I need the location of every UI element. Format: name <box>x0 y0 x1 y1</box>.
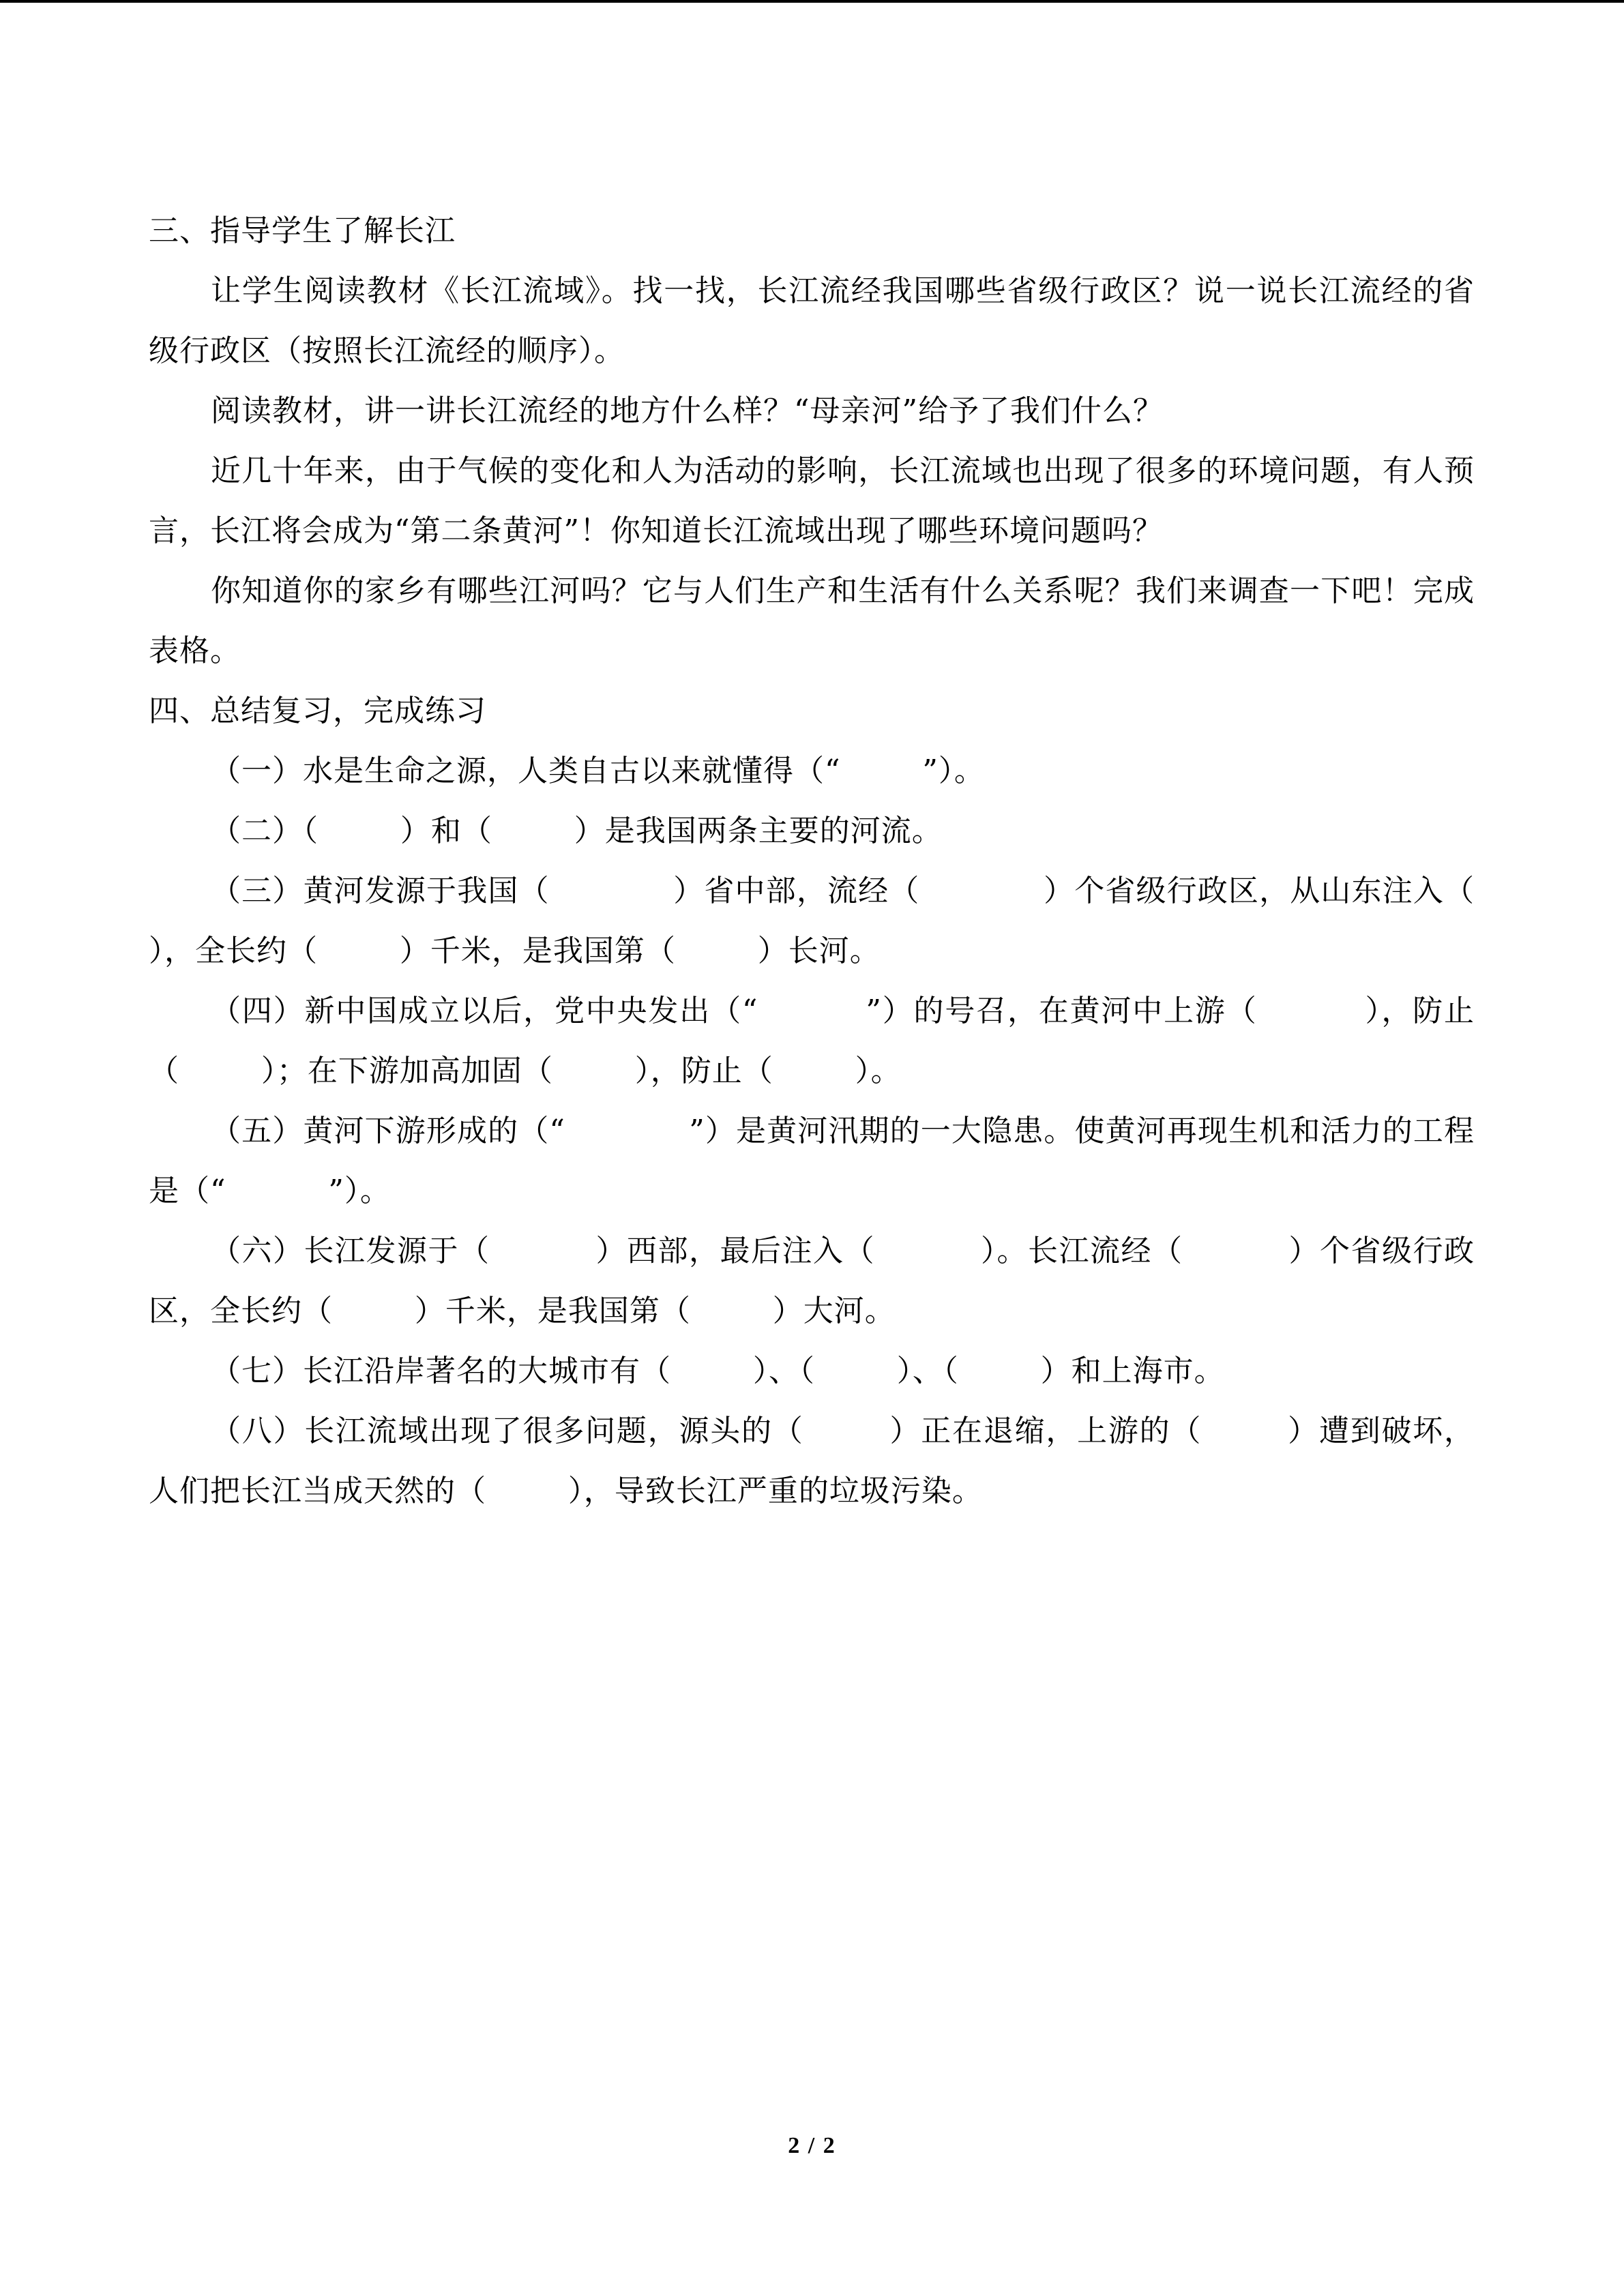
exercise-7: （七）长江沿岸著名的大城市有（ ）、（ ）、（ ）和上海市。 <box>211 1354 1225 1388</box>
exercise-5: （五）黄河下游形成的（“ ”）是黄河汛期的一大隐患。使黄河再现生机和活力的工程是（“ ”）。 <box>149 1114 1475 1208</box>
exercise-3: （三）黄河发源于我国（ ）省中部，流经（ ）个省级行政区，从山东注入（ ），全长约（ ）千米，是我国第（ ）长河。 <box>149 874 1556 968</box>
section-3-heading: 三、指导学生了解长江 <box>149 213 456 248</box>
exercise-2: （二）（ ）和（ ）是我国两条主要的河流。 <box>211 814 943 848</box>
page-number: 2 / 2 <box>788 2133 836 2158</box>
exercise-8: （八）长江流域出现了很多问题，源头的（ ）正在退缩，上游的（ ）遭到破坏，人们把长江当成天然的（ ），导致长江严重的垃圾污染。 <box>149 1414 1475 1508</box>
top-border-line <box>0 0 1624 3</box>
section-4-heading: 四、总结复习，完成练习 <box>149 694 486 728</box>
section-3-paragraph-2: 阅读教材，讲一讲长江流经的地方什么样？“母亲河”给予了我们什么？ <box>211 393 1164 428</box>
section-3-paragraph-1: 让学生阅读教材《长江流域》。找一找，长江流经我国哪些省级行政区？说一说长江流经的省级行政区（按照长江流经的顺序）。 <box>149 273 1475 368</box>
section-3-paragraph-3: 近几十年来，由于气候的变化和人为活动的影响，长江流域也出现了很多的环境问题，有人预言，长江将会成为“第二条黄河”！你知道长江流域出现了哪些环境问题吗？ <box>149 453 1475 548</box>
exercise-4: （四）新中国成立以后，党中央发出（“ ”）的号召，在黄河中上游（ ），防止（ ）；在下游加高加固（ ），防止（ ）。 <box>149 994 1475 1088</box>
document-body <box>149 201 1556 1521</box>
section-3-paragraph-4: 你知道你的家乡有哪些江河吗？它与人们生产和生活有什么关系呢？我们来调查一下吧！完成表格。 <box>149 573 1475 668</box>
exercise-1: （一）水是生命之源，人类自古以来就懂得（“ ”）。 <box>211 754 985 788</box>
exercise-6: （六）长江发源于（ ）西部，最后注入（ ）。长江流经（ ）个省级行政区，全长约（ ）千米，是我国第（ ）大河。 <box>149 1234 1475 1328</box>
